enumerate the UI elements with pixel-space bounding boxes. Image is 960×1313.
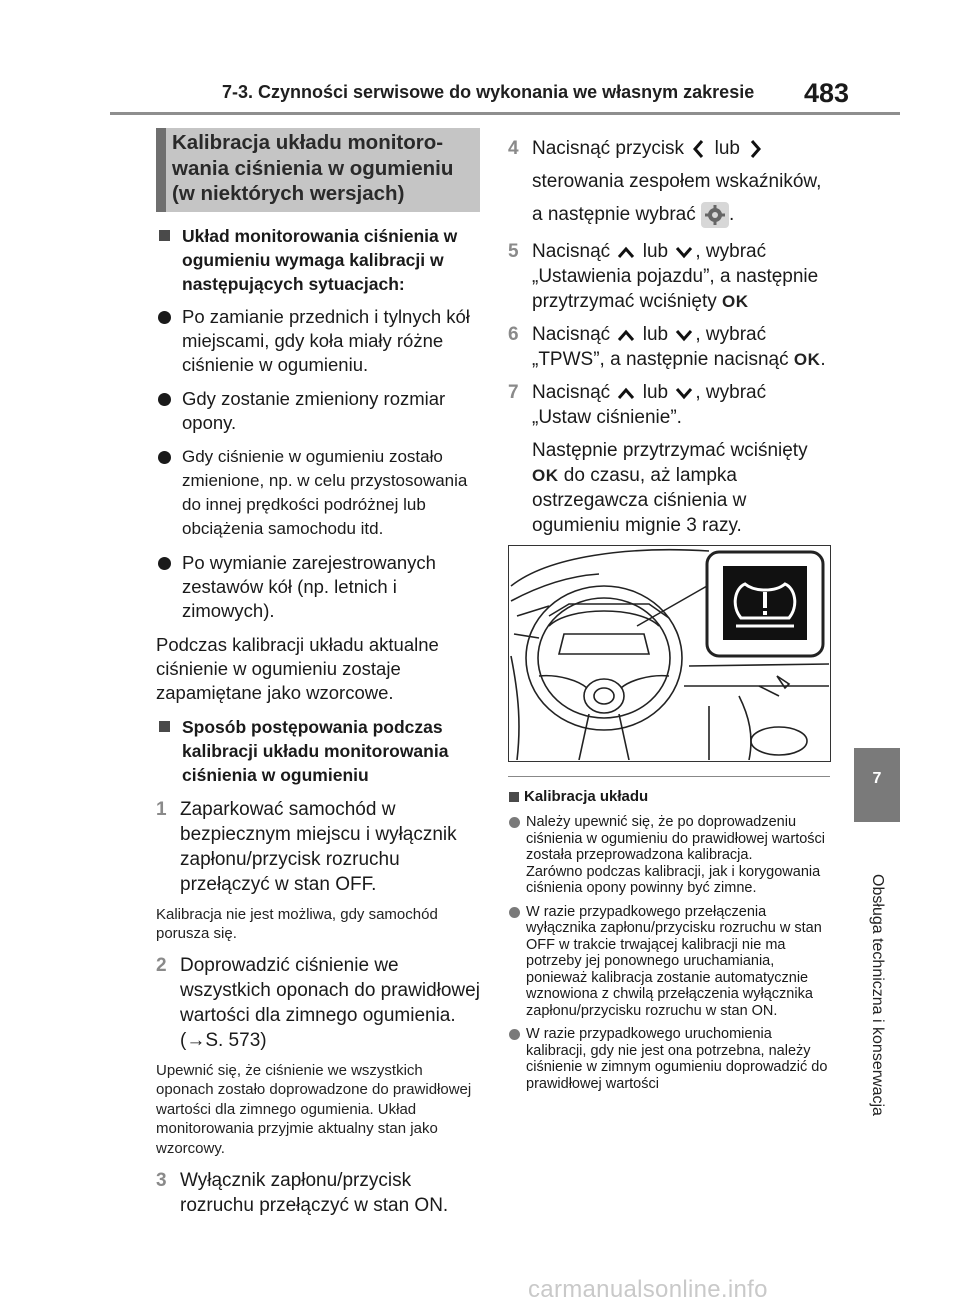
square-bullet-icon (159, 721, 170, 732)
square-bullet-icon (509, 792, 519, 802)
bullet-dot-icon (158, 451, 171, 464)
step-7: 7 Nacisnąć lub , wybrać „Ustaw ciśnienie”. Następnie przytrzymać wciśnięty OK do czasu, aż lampka ostrzegawcza ciśnienia w ogumieniu mignie 3 razy. (508, 380, 830, 538)
step-number: 3 (156, 1170, 167, 1191)
step-number: 7 (508, 382, 519, 403)
list-item: Gdy zostanie zmieniony rozmiar opony. (156, 387, 480, 435)
section-title-line: (w niektórych wersjach) (172, 182, 405, 205)
steering-wheel-drawing (509, 546, 829, 760)
chevron-left-icon (689, 137, 709, 161)
step-1-note: Kalibracja nie jest możliwa, gdy samochód porusza się. (156, 905, 438, 942)
chapter-title-vertical (855, 860, 899, 1130)
section-title-line: Kalibracja układu monitoro- (172, 131, 444, 154)
step-2-note: Upewnić się, że ciśnienie we wszystkich oponach zostało doprowadzone do prawidłowej wartości dla zimnego ogumienia. Układ monitorowania przyjmie aktualny stan jako wzorcowy. (156, 1061, 472, 1157)
bullet-dot-icon (509, 907, 520, 918)
paragraph-reference-pressure: Podczas kalibracji układu aktualne ciśnienie w ogumieniu zostaje zapamiętane jako wzorcowe. (156, 633, 439, 703)
left-column (156, 128, 480, 1218)
list-item: Gdy ciśnienie w ogumieniu zostało zmienione, np. w celu przystosowania do innej prędkości podróżnej lub obciążenia samochodu itd. (156, 445, 480, 541)
ok-button-icon: OK (532, 466, 559, 485)
step-4: 4 Nacisnąć przycisk lub sterowania zespołem wskaźników, a następnie wybrać . (508, 132, 830, 231)
ok-button-icon: OK (722, 292, 749, 311)
square-bullet-icon (159, 230, 170, 241)
chevron-up-icon (615, 243, 637, 261)
note-item: W razie przypadkowego uruchomienia kalibracji, gdy nie jest ona potrzebna, należy ciśnienie w zimnym ogumieniu doprowadzić do prawidłowej wartości (508, 1026, 830, 1092)
chevron-down-icon (673, 326, 695, 344)
step-number: 5 (508, 241, 519, 262)
notes-divider (508, 776, 830, 777)
watermark: carmanualsonline.info (528, 1276, 768, 1303)
step-2: 2 Doprowadzić ciśnienie we wszystkich oponach do prawidłowej wartości dla zimnego ogumienia. (→S. 573) (156, 954, 480, 1051)
subheading-procedure: Sposób postępowania podczas kalibracji układu monitorowania ciśnienia w ogumieniu (156, 715, 480, 787)
note-item: W razie przypadkowego przełączenia wyłącznika zapłonu/przycisku rozruchu w stan OFF w trakcie trwającej kalibracji nie ma potrzeby jej ponownego uruchamiania, ponieważ kalibracja zostanie automatycznie wznowiona z chwilą przełączenia wyłącznika zapłonu/przycisku rozruchu w stan ON. (508, 904, 830, 1020)
section-title-line: wania ciśnienia w ogumieniu (172, 156, 454, 180)
bullet-dot-icon (158, 311, 171, 324)
note-item-extra: Zarówno podczas kalibracji, jak i korygowania ciśnienia opony powinny być zimne. (526, 863, 821, 896)
step-1: 1 Zaparkować samochód w bezpiecznym miejscu i wyłącznik zapłonu/przycisk rozruchu przełączyć w stan OFF. (156, 798, 457, 895)
chapter-title: Obsługa techniczna i konserwacja (869, 874, 886, 1116)
ok-button-icon: OK (793, 350, 821, 369)
bullet-dot-icon (158, 393, 171, 406)
page-reference: (→S. 573) (180, 1029, 267, 1051)
step-number: 1 (156, 798, 167, 820)
chevron-up-icon (615, 384, 637, 402)
right-column (508, 132, 830, 538)
note-item: Należy upewnić się, że po doprowadzeniu ciśnienia w ogumieniu do prawidłowej wartości została przeprowadzona kalibracja. Zarówno podczas kalibracji, jak i korygowania ciśnienia opony powinny być zimne. (508, 814, 830, 897)
settings-gear-icon (701, 202, 729, 228)
step-5: 5 Nacisnąć lub , wybrać „Ustawienia pojazdu”, a następnie przytrzymać wciśnięty OK (508, 241, 819, 312)
notes-heading: Kalibracja układu (508, 787, 830, 806)
page-number: 483 (804, 78, 850, 108)
subheading-calibration-needed: Układ monitorowania ciśnienia w ogumieniu wymaga kalibracji w następujących sytuacjach: (156, 224, 480, 296)
chevron-up-icon (615, 326, 637, 344)
chapter-tab (854, 748, 900, 822)
chevron-down-icon (673, 243, 695, 261)
chevron-right-icon (745, 137, 765, 161)
notes-section (508, 787, 830, 1092)
bullet-dot-icon (509, 817, 520, 828)
step-6: 6 Nacisnąć lub , wybrać „TPWS”, a następnie nacisnąć OK. (508, 324, 826, 370)
list-item: Po zamianie przednich i tylnych kół miejscami, gdy koła miały różne ciśnienie w ogumieniu. (156, 305, 480, 377)
chapter-number: 7 (872, 770, 882, 787)
chevron-down-icon (673, 384, 695, 402)
step-number: 2 (156, 954, 167, 976)
section-title-box (156, 128, 480, 212)
header-rule (110, 112, 900, 115)
dashboard-illustration (508, 545, 831, 762)
list-item: Po wymianie zarejestrowanych zestawów kół (np. letnich i zimowych). (156, 551, 480, 623)
step-number: 6 (508, 324, 519, 345)
step-number: 4 (508, 138, 519, 159)
step-7-continuation: Następnie przytrzymać wciśnięty OK do czasu, aż lampka ostrzegawcza ciśnienia w ogumieniu mignie 3 razy. (532, 440, 808, 536)
bullet-dot-icon (509, 1029, 520, 1040)
bullet-dot-icon (158, 557, 171, 570)
step-3: 3 Wyłącznik zapłonu/przycisk rozruchu przełączyć w stan ON. (156, 1170, 449, 1216)
running-header: 7-3. Czynności serwisowe do wykonania we własnym zakresie (222, 82, 755, 102)
